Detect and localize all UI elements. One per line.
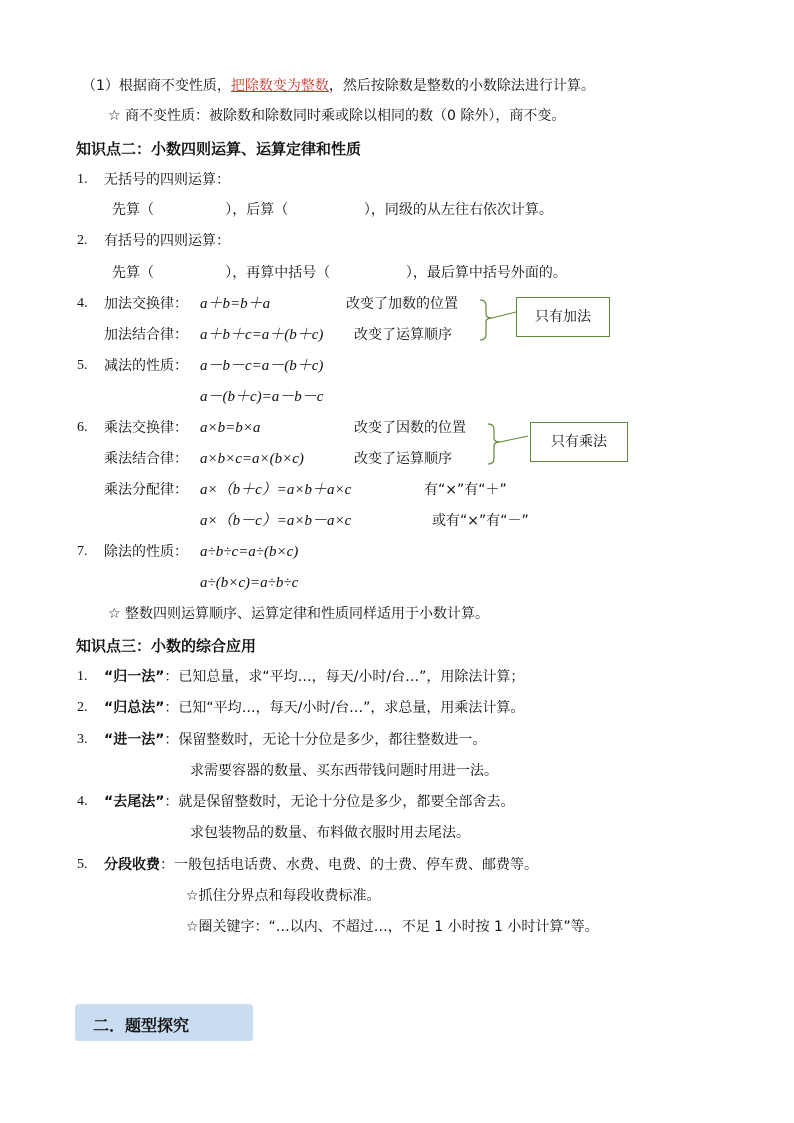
item-text — [104, 792, 514, 812]
law-formula: a－(b＋c)=a－b－c — [200, 389, 324, 405]
law-note: 改变了运算顺序 — [354, 327, 452, 343]
law-formula: a×b×c=a×(b×c) — [200, 451, 304, 467]
law-formula: a＋b=b＋a — [200, 296, 271, 312]
term: 分段收费 — [104, 857, 160, 873]
term: “进一法” — [104, 732, 165, 748]
desc: ：就是保留整数时，无论十分位是多少，都要全部舍去。 — [164, 794, 515, 810]
term: “归总法” — [104, 700, 165, 716]
law-label: 减法的性质： — [104, 358, 188, 374]
law-label: 乘法交换律： — [104, 420, 188, 436]
item-number: 4. — [77, 296, 88, 311]
law-formula: a×（b－c）=a×b－a×c — [200, 513, 352, 529]
item-text: 无括号的四则运算： — [104, 172, 230, 188]
item-number: 3. — [77, 732, 88, 747]
law-label: 除法的性质： — [104, 544, 188, 560]
item-sub: 先算（ ），后算（ ），同级的从左往右依次计算。 — [112, 202, 553, 218]
law-label: 乘法分配律： — [104, 482, 188, 498]
highlight-text: 把除数变为整数 — [230, 78, 329, 94]
item-sub: ☆圈关键字：“…以内、不超过…，不足 1 小时按 1 小时计算”等。 — [186, 919, 599, 935]
law-label: 乘法结合律： — [104, 451, 188, 467]
term: “去尾法” — [104, 794, 165, 810]
item-sub: ☆抓住分界点和每段收费标准。 — [186, 888, 381, 904]
item-text: 有括号的四则运算： — [104, 233, 230, 249]
callout-box: 只有加法 — [516, 297, 610, 337]
law-note: 改变了运算顺序 — [354, 451, 452, 467]
banner-title: 二．题型探究 — [93, 1016, 190, 1035]
item-number: 5. — [77, 857, 88, 872]
desc: ：一般包括电话费、水费、电费、的士费、停车费、邮费等。 — [160, 857, 538, 873]
section-title: 知识点二：小数四则运算、运算定律和性质 — [76, 140, 362, 158]
item-number: 1. — [77, 172, 88, 187]
intro-text: ，然后按除数是整数的小数除法进行计算。 — [328, 78, 595, 94]
item-number: 5. — [77, 358, 88, 373]
law-formula: a×b=b×a — [200, 420, 261, 436]
desc: ：保留整数时，无论十分位是多少，都往整数进一。 — [164, 732, 487, 748]
item-text — [104, 730, 486, 750]
law-note: 或有“×”有“－” — [432, 513, 529, 529]
item-text — [104, 698, 524, 718]
law-formula: a＋b＋c=a＋(b＋c) — [200, 327, 324, 343]
desc: ：已知总量，求“平均…，每天/小时/台…”，用除法计算； — [164, 669, 525, 685]
brace-connector — [486, 418, 530, 468]
desc: ：已知“平均…，每天/小时/台…”，求总量，用乘法计算。 — [164, 700, 525, 716]
law-formula: a×（b＋c）=a×b＋a×c — [200, 482, 352, 498]
item-sub: 求包装物品的数量、布料做衣服时用去尾法。 — [190, 825, 470, 841]
item-number: 1. — [77, 669, 88, 684]
item-number: 7. — [77, 544, 88, 559]
item-number: 2. — [77, 233, 88, 248]
law-note: 改变了加数的位置 — [346, 296, 458, 312]
note-line: ☆ 整数四则运算顺序、运算定律和性质同样适用于小数计算。 — [108, 606, 489, 622]
item-number: 4. — [77, 794, 88, 809]
item-sub: 求需要容器的数量、买东西带钱问题时用进一法。 — [190, 763, 498, 779]
item-text — [104, 667, 524, 687]
term: “归一法” — [104, 669, 165, 685]
law-label: 加法结合律： — [104, 327, 188, 343]
item-number: 2. — [77, 700, 88, 715]
brace-connector — [478, 294, 518, 344]
section-title: 知识点三：小数的综合应用 — [76, 637, 257, 655]
law-note: 有“×”有“＋” — [424, 482, 507, 498]
intro-text: （1）根据商不变性质， — [82, 78, 231, 94]
law-formula: a÷(b×c)=a÷b÷c — [200, 575, 299, 591]
item-number: 6. — [77, 420, 88, 435]
law-note: 改变了因数的位置 — [354, 420, 466, 436]
section-banner — [75, 1004, 253, 1041]
law-formula: a÷b÷c=a÷(b×c) — [200, 544, 299, 560]
intro-line-2: ☆ 商不变性质：被除数和除数同时乘或除以相同的数（0 除外），商不变。 — [108, 108, 566, 124]
item-text — [104, 855, 538, 875]
item-sub: 先算（ ），再算中括号（ ），最后算中括号外面的。 — [112, 265, 567, 281]
law-label: 加法交换律： — [104, 296, 188, 312]
intro-line-1 — [82, 76, 595, 96]
callout-box: 只有乘法 — [530, 422, 628, 462]
law-formula: a－b－c=a－(b＋c) — [200, 358, 324, 374]
